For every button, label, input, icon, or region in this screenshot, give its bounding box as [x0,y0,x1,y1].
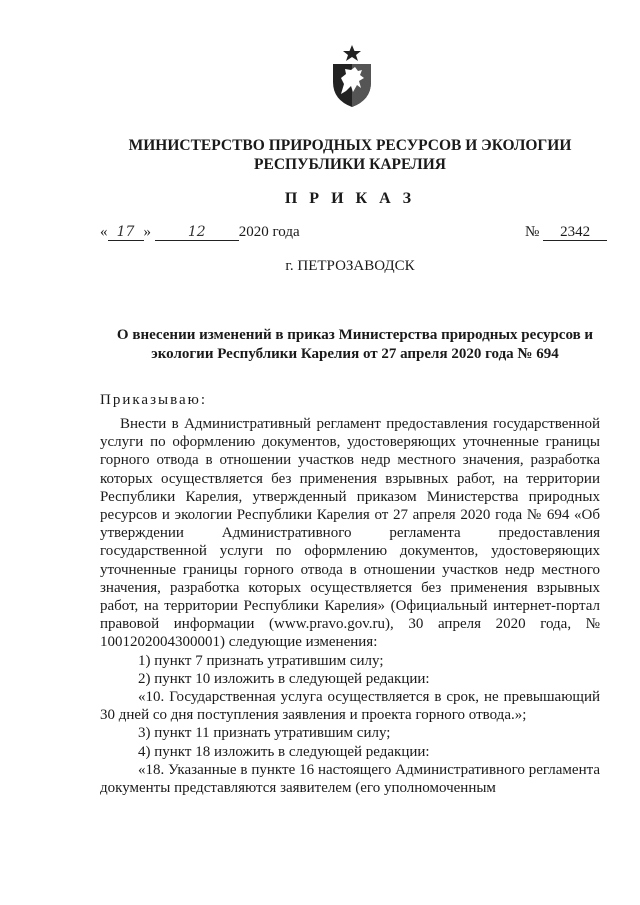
ministry-name [60,136,640,174]
list-item: 2) пункт 10 изложить в следующей редакции: [138,670,430,687]
date-open-quote: « [100,224,108,240]
list-item: 3) пункт 11 признать утратившим силу; [138,725,391,742]
date-year: 2020 года [238,224,300,240]
list-item: 1) пункт 7 признать утратившим силу; [138,652,384,669]
subject-line-2: экологии Республики Карелия от 27 апреля 2020 года № 694 [151,346,559,362]
subject-line-1: О внесении изменений в приказ Министерства природных ресурсов и [116,327,594,343]
list-item: 4) пункт 18 изложить в следующей редакции: [138,743,430,760]
date-month: 12 [155,225,239,241]
order-number [525,224,607,241]
ministry-line-1: МИНИСТЕРСТВО ПРИРОДНЫХ РЕСУРСОВ И ЭКОЛОГИИ [128,137,572,154]
number-sign: № [525,224,540,240]
order-title: П Р И К А З [284,190,416,207]
quoted-paragraph-10: «10. Государственная услуга осуществляется в срок, не превышающий 30 дней со дня поступления заявления и проекта горного отвода.»; [100,689,600,724]
date-day: 17 [108,225,144,241]
orders-word: Приказываю: [100,392,207,408]
number-value: 2342 [543,225,607,241]
order-body [100,415,600,797]
city: г. ПЕТРОЗАВОДСК [285,258,415,274]
karelia-coat-of-arms-icon [327,44,377,108]
intro-paragraph: Внести в Административный регламент предоставления государственной услуги по оформлению документов, удостоверяющих уточненные границы горного отвода в отношении участков недр местного значения, разработка которых осуществляется без применения взрывных работ, на территории Республики Карелия, утвержденный приказом Министерства природных ресурсов и экологии Республики Карелия от 27 апреля 2020 года № 694 «Об утверждении Административного регламента предоставления государственной услуги по оформлению документов, удостоверяющих уточненные границы горного отвода в отношении участков недр местного значения, разработка которых осуществляется без применения взрывных работ, на территории Республики Карелия» (Официальный интернет-портал правовой информации (www.pravo.gov.ru), 30 апреля 2020 года, № 1001202004300001) следующие изменения: [100,416,600,651]
order-date [100,224,300,241]
ministry-line-2: РЕСПУБЛИКИ КАРЕЛИЯ [254,156,446,173]
quoted-paragraph-18: «18. Указанные в пункте 16 настоящего Административного регламента документы представляются заявителем (его уполномоченным [100,761,600,797]
date-close-quote: » [143,224,151,240]
order-subject [100,326,610,364]
